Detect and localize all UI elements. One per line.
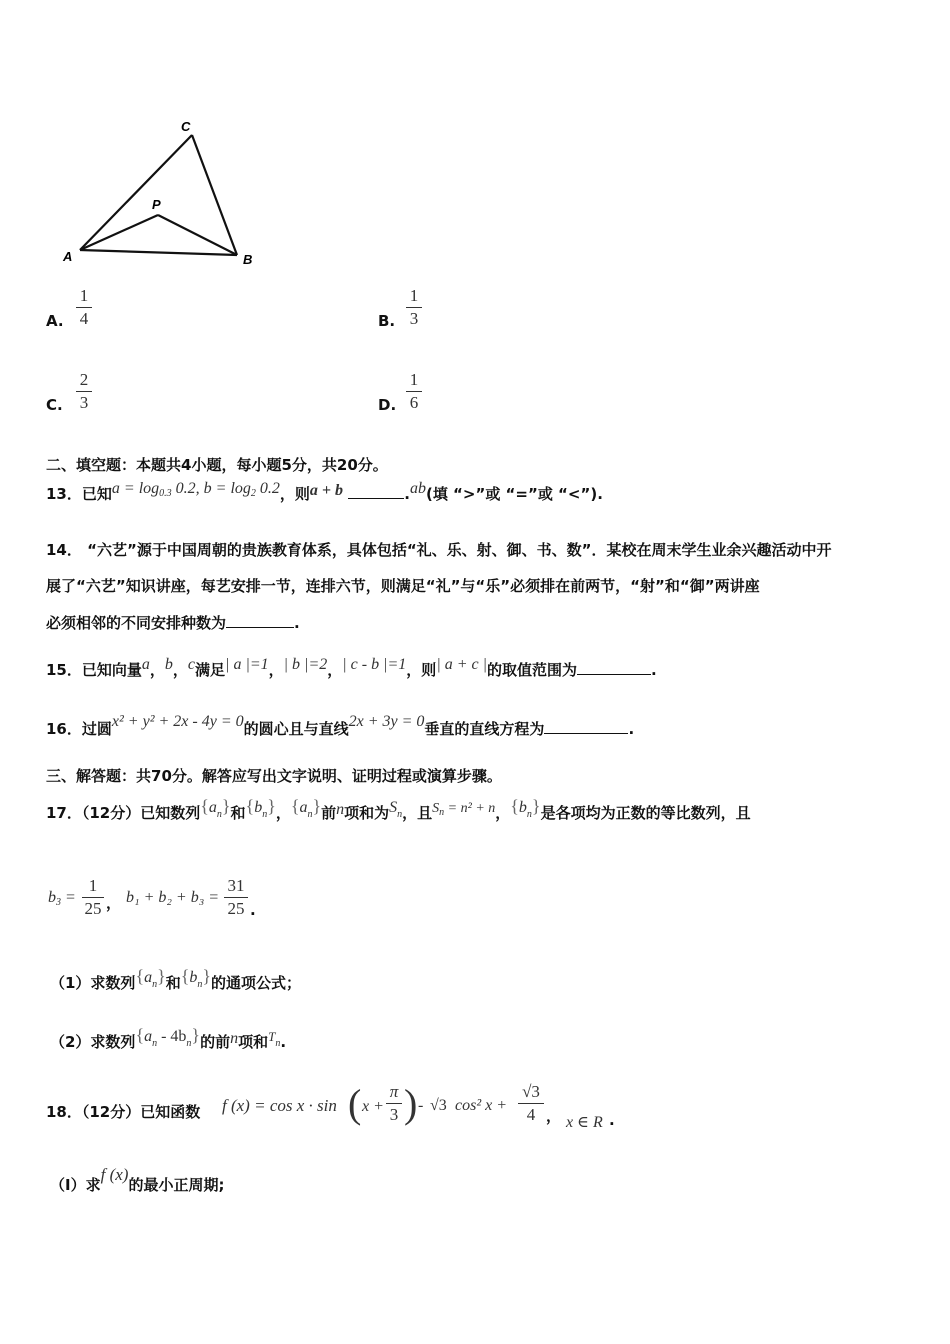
q17-n: n: [336, 801, 345, 818]
q15-cond-1: | a |=1: [225, 656, 269, 673]
q13-sub1: 0.3: [159, 488, 172, 499]
q15-cond-3: | c - b |=1: [342, 656, 407, 673]
q16-end: .: [628, 720, 635, 738]
q15-vec-a: a: [141, 656, 150, 673]
q18-sqrt3-over-4: [518, 1082, 544, 1125]
option-c-letter: C.: [46, 396, 63, 414]
q18-pi: π: [389, 1082, 399, 1101]
q17-sum-label: 项和为: [344, 804, 390, 822]
q14-line-2: 展了“六艺”知识讲座，每艺安排一节，连排六节，则满足“礼”与“乐”必须排在前两节，“射”和“御”两讲座: [46, 577, 760, 595]
question-13: [46, 480, 603, 510]
q13-expr: a + b: [309, 482, 344, 499]
q16-tail: 垂直的直线方程为: [424, 720, 545, 738]
q18-end: .: [609, 1111, 615, 1129]
option-b-denominator: 3: [409, 309, 419, 328]
section-2-heading: 二、填空题：本题共4小题，每小题5分，共20分。: [46, 456, 388, 474]
q18-number-score: [46, 1102, 200, 1122]
q18-part-1: [50, 1165, 225, 1195]
q18-function: f (x) = cos x · sin: [222, 1096, 337, 1115]
q17-part2-label: （2）求数列: [50, 1033, 136, 1051]
q18-domain: x ∈ R: [566, 1114, 603, 1131]
q15-expr: | a + c |: [436, 656, 488, 673]
q18-part1-label: （Ⅰ）求: [50, 1176, 101, 1194]
q15-tail: 的取值范围为: [487, 661, 578, 679]
option-d-numerator: 1: [409, 370, 419, 389]
q17-fraction-1: [82, 876, 104, 919]
q18-paren-in: x +: [362, 1098, 384, 1115]
q17-part1-a: a: [144, 969, 153, 986]
q17-s: S: [389, 799, 398, 816]
q17-b3-eq: =: [65, 889, 76, 906]
q17-sn-eq: $S_n = n^2 + n$: [432, 801, 496, 818]
q17-part1-b: b: [189, 969, 198, 986]
q17-score: （12分）已知数列: [81, 804, 201, 822]
q17-and: 和: [230, 804, 246, 822]
q17-seq-a-2: a: [299, 799, 308, 816]
q13-math-b: 0.2, b = log: [171, 480, 251, 497]
option-d-fraction: [406, 370, 422, 413]
q17-f2-den: 25: [227, 899, 245, 918]
q17-part-2: （2）求数列$\{a_n - 4b_n\}$的前n项和$T_n$.: [50, 1025, 287, 1051]
q13-answer-blank[interactable]: [348, 498, 404, 499]
q13-math-c: 0.2: [255, 480, 280, 497]
label-p: P: [152, 197, 161, 212]
q18-cos2: cos² x +: [455, 1097, 508, 1114]
q17-number: 17．: [46, 804, 82, 822]
question-16: [46, 713, 635, 740]
q17-sn-eq-s: S: [432, 801, 440, 816]
q15-pre: 已知向量: [81, 661, 142, 679]
q16-mid: 的圆心且与直线: [243, 720, 349, 738]
q13-ab: ab: [409, 480, 426, 497]
label-a: A: [63, 249, 73, 264]
q17-prefix: 前: [321, 804, 337, 822]
q17-f2-num: 31: [227, 876, 245, 895]
q17-b3-letter: b: [48, 889, 56, 906]
q17-desc: 是各项均为正数的等比数列，且: [540, 804, 751, 822]
q18-r-den: 4: [526, 1105, 536, 1124]
q14-line-3: [46, 613, 300, 633]
q15-vec-b: b: [164, 656, 173, 673]
q18-three: 3: [389, 1105, 399, 1124]
q13-tail: (填 “>”或 “=”或 “<”).: [425, 485, 603, 503]
q15-end: .: [651, 661, 657, 679]
q15-satisfy: 满足: [195, 661, 226, 679]
q16-number: 16．: [46, 720, 82, 738]
q18-score: （12分）已知函数: [81, 1103, 201, 1121]
q17-part2-minus: - 4b: [157, 1028, 187, 1045]
q13-math-a: a = log: [111, 480, 160, 497]
q17-seq-b: b: [254, 799, 263, 816]
q18-minus: -: [418, 1097, 424, 1114]
q17-part1-and: 和: [165, 974, 181, 992]
label-c: C: [181, 119, 191, 134]
q14-answer-blank[interactable]: [226, 627, 294, 628]
option-a-letter: A.: [46, 312, 64, 330]
q16-line-eq: 2x + 3y = 0: [348, 713, 425, 730]
q15-vec-c: c: [187, 656, 196, 673]
q15-cond-2: | b |=2: [283, 656, 328, 673]
q18-sqrt3: √3: [430, 1097, 447, 1114]
q13-dot: .: [404, 485, 410, 503]
q16-answer-blank[interactable]: [544, 733, 628, 734]
q16-circle-eq: x² + y² + 2x - 4y = 0: [111, 713, 244, 730]
q17-part2-tail: 项和: [238, 1033, 269, 1051]
q14-line-1: 14． “六艺”源于中国周朝的贵族教育体系，具体包括“礼、乐、射、御、书、数”．某校在周末学生业余兴趣活动中开: [46, 541, 832, 559]
q13-pre: 已知: [81, 485, 112, 503]
q13-number: 13．: [46, 485, 82, 503]
q17-part2-a: a: [144, 1028, 153, 1045]
question-15: 15．已知向量a，b，c满足| a |=1，| b |=2，| c - b |=1，则| a + c |的取值范围为 .: [46, 656, 657, 679]
q17-b3: [48, 889, 76, 908]
option-b-letter: B.: [378, 312, 396, 330]
option-c-denominator: 3: [79, 393, 89, 412]
q17-and2: ，且: [402, 804, 433, 822]
q17-sn-eq-rhs: = n² + n: [447, 801, 496, 816]
q15-number: 15．: [46, 661, 82, 679]
q17-part2-t: T: [268, 1029, 276, 1044]
q17-part2-end: .: [280, 1033, 287, 1051]
q17-period: .: [250, 901, 256, 919]
q17-part1-tail: 的通项公式；: [211, 974, 302, 992]
q18-number: 18．: [46, 1103, 82, 1121]
q17-part1-label: （1）求数列: [50, 974, 136, 992]
q18-r-num: √3: [522, 1082, 540, 1101]
label-b: B: [243, 252, 253, 267]
q17-part-1: （1）求数列$\{a_n\}$和$\{b_n\}$的通项公式；: [50, 966, 302, 992]
option-d-letter: D.: [378, 396, 397, 414]
q18-part1-tail: 的最小正周期;: [128, 1176, 225, 1194]
q14-line-3-text: 必须相邻的不同安排种数为: [46, 614, 227, 632]
q17-seq-a: a: [208, 799, 217, 816]
q17-part2-n: n: [230, 1030, 239, 1047]
option-a-fraction: [76, 286, 92, 329]
option-c-fraction: [76, 370, 92, 413]
q13-math: [112, 480, 280, 497]
q15-then: ，则: [406, 661, 437, 679]
q14-end: .: [294, 614, 300, 632]
option-a-numerator: 1: [79, 286, 89, 305]
q17-sum-expr: b₁ + b₂ + b₃ =: [126, 889, 220, 906]
triangle-figure: [55, 115, 275, 275]
q17-f1-num: 1: [88, 876, 98, 895]
q18-pi-over-3: [386, 1082, 402, 1125]
q13-mid: ，则: [279, 485, 310, 503]
option-b-numerator: 1: [409, 286, 419, 305]
q17-f1-den: 25: [84, 899, 102, 918]
q18-comma: ，: [546, 1107, 562, 1125]
q17-fraction-2: [224, 876, 248, 919]
q17-b3-sub: 3: [56, 897, 61, 908]
q16-pre: 过圆: [81, 720, 112, 738]
option-a-denominator: 4: [79, 309, 89, 328]
q17-comma: ，: [275, 804, 291, 822]
question-17: 17．（12分）已知数列$\{a_n\}$和$\{b_n\}$，$\{a_n\}$前n项和为$S_n$，且$S_n = n^2 + n$，$\{b_n\}$是各项均为正数的等比数列，且: [46, 796, 751, 822]
q13-sub2: 2: [250, 488, 256, 499]
option-c-numerator: 2: [79, 370, 89, 389]
option-d-denominator: 6: [409, 393, 419, 412]
q15-answer-blank[interactable]: [577, 674, 651, 675]
q18-part1-f: f (x): [100, 1165, 129, 1184]
option-b-fraction: [406, 286, 422, 329]
section-3-heading: 三、解答题：共70分。解答应写出文字说明、证明过程或演算步骤。: [46, 767, 502, 785]
q17-seq-b-2: b: [518, 799, 527, 816]
q17-part2-mid: 的前: [200, 1033, 231, 1051]
